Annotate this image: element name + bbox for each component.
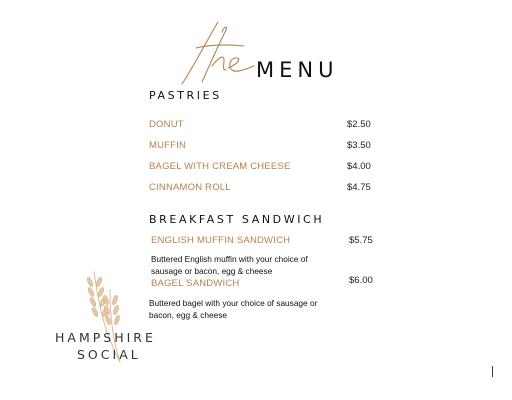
menu-item-name: BAGEL SANDWICH [151,278,240,289]
brand-name-line2: SOCIAL [77,347,141,362]
menu-item-price: $3.50 [347,140,371,151]
menu-item-name: ENGLISH MUFFIN SANDWICH [151,235,291,246]
menu-item-name: CINNAMON ROLL [149,182,231,193]
menu-item-price: $2.50 [347,119,371,130]
menu-item-name: BAGEL WITH CREAM CHEESE [149,161,291,172]
menu-item-name: DONUT [149,119,184,130]
menu-item-description-line: Buttered English muffin with your choice of [151,254,308,264]
brand-name-line1: HAMPSHIRE [55,330,156,345]
menu-item-description-line: sausage or bacon, egg & cheese [151,265,273,276]
section-heading-pastries: PASTRIES [149,89,222,102]
menu-item-description [151,254,341,277]
menu-item-name: MUFFIN [149,140,187,151]
menu-item-price: $4.75 [347,182,371,193]
menu-item-price: $6.00 [349,275,373,286]
script-the-text: the [178,18,180,19]
menu-item-price: $4.00 [347,161,371,172]
text-cursor [492,366,493,377]
menu-item-description [149,298,349,321]
script-the-lettering [178,18,258,88]
menu-item-price: $5.75 [349,235,373,246]
page-title: MENU [256,58,339,82]
section-heading-breakfast-sandwich: BREAKFAST SANDWICH [149,213,325,226]
menu-item-description-line: bacon, egg & cheese [149,309,227,320]
menu-item-description-line: Buttered bagel with your choice of sausage or [149,298,318,308]
